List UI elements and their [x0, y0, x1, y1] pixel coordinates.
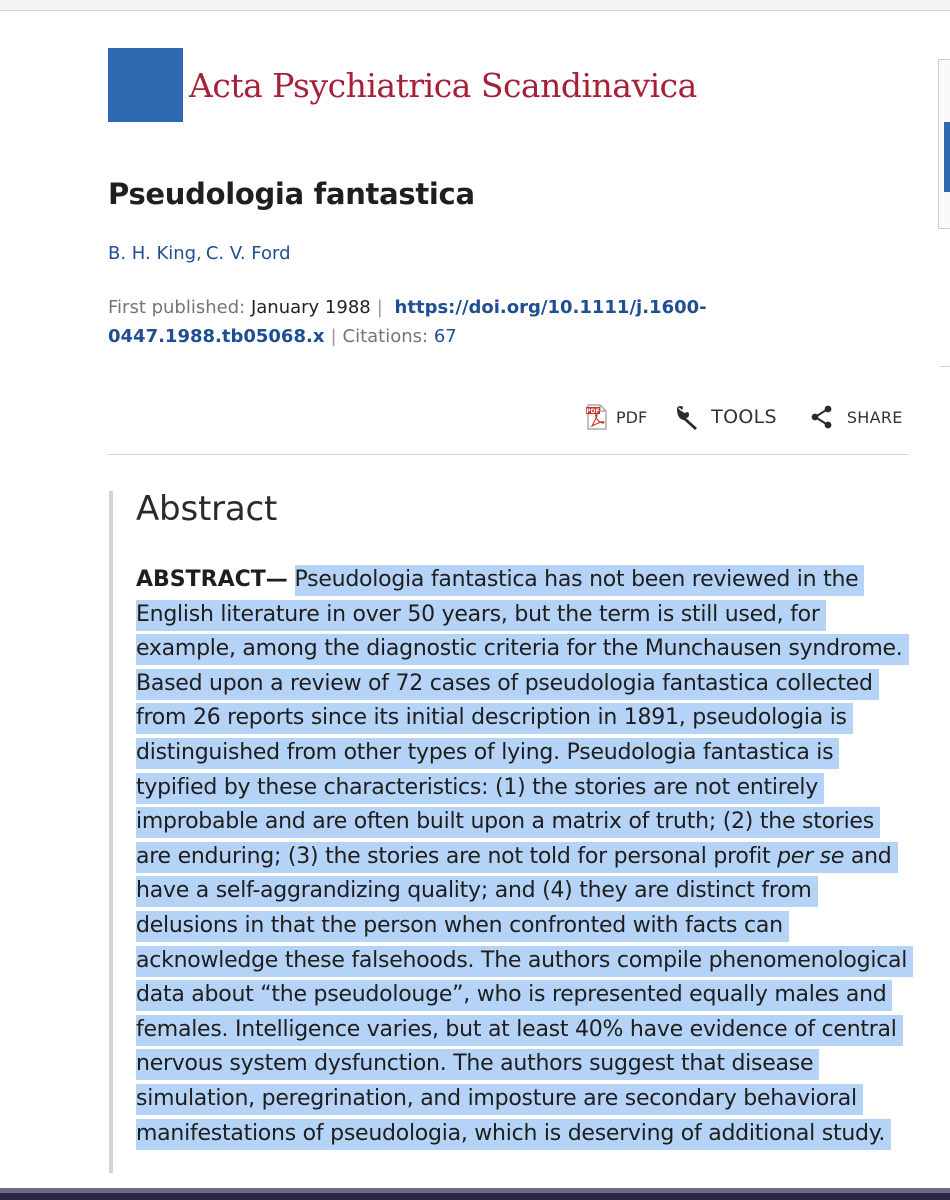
- side-panel-edge[interactable]: [938, 59, 950, 229]
- abstract-line: [136, 1117, 926, 1152]
- abstract-line: [136, 563, 926, 598]
- abstract-line: [136, 598, 926, 633]
- side-panel-accent: [944, 122, 950, 192]
- selected-text: manifestations of pseudologia, which is deserving of additional study.: [136, 1119, 891, 1150]
- abstract-heading: Abstract: [136, 489, 278, 529]
- first-published-date: January 1988: [250, 297, 371, 318]
- abstract-line: [136, 632, 926, 667]
- abstract-line: [136, 978, 926, 1013]
- share-icon: [811, 405, 833, 429]
- abstract-line: [136, 771, 926, 806]
- share-label: SHARE: [846, 407, 903, 427]
- abstract-border: [109, 491, 113, 1173]
- selected-text: acknowledge these falsehoods. The authors compile phenomenological: [136, 946, 913, 977]
- abstract-line: [136, 736, 926, 771]
- abstract-text: [136, 563, 926, 1151]
- journal-logo[interactable]: [108, 48, 697, 122]
- author-separator: ,: [196, 243, 202, 264]
- selected-text: females. Intelligence varies, but at least 40% have evidence of central: [136, 1015, 903, 1046]
- selected-text: Pseudologia fantastica has not been reviewed in the: [295, 565, 865, 596]
- tools-button[interactable]: [673, 403, 777, 431]
- pdf-button[interactable]: [586, 404, 647, 430]
- selected-text-part: are enduring; (3) the stories are not told for personal profit: [136, 843, 778, 869]
- abstract-line: [136, 701, 926, 736]
- article-page: [0, 10, 950, 1189]
- publication-meta: [108, 293, 748, 351]
- article-title: Pseudologia fantastica: [108, 177, 475, 211]
- selected-text: example, among the diagnostic criteria for the Munchausen syndrome.: [136, 634, 909, 665]
- journal-name: Acta Psychiatrica Scandinavica: [189, 65, 697, 105]
- abstract-line: [136, 909, 926, 944]
- selected-text: typified by these characteristics: (1) the stories are not entirely: [136, 773, 824, 804]
- logo-square: [108, 48, 183, 122]
- meta-separator: |: [376, 297, 383, 318]
- pdf-icon-text: PDF: [586, 407, 600, 415]
- abstract-lead: ABSTRACT—: [136, 567, 288, 592]
- dock-shade: [0, 1193, 950, 1200]
- tools-label: TOOLS: [711, 406, 777, 428]
- citations-count[interactable]: 67: [433, 326, 457, 347]
- doi-part-2: 0447.1988.tb05068.x: [108, 326, 325, 347]
- selected-text: distinguished from other types of lying. Pseudologia fantastica is: [136, 738, 839, 769]
- pdf-label: PDF: [616, 407, 648, 427]
- abstract-line: [136, 667, 926, 702]
- italic-phrase: per se: [777, 843, 845, 869]
- wrench-icon: [673, 403, 701, 431]
- pdf-icon: [586, 404, 608, 430]
- article-toolbar: [586, 401, 903, 433]
- share-button[interactable]: [811, 405, 903, 429]
- abstract-line: [136, 1082, 926, 1117]
- section-divider: [108, 454, 908, 455]
- selected-text: English literature in over 50 years, but the term is still used, for: [136, 600, 826, 631]
- author-link[interactable]: B. H. King: [108, 243, 197, 264]
- selected-text: improbable and are often built upon a matrix of truth; (2) the stories: [136, 807, 880, 838]
- selected-text: have a self-aggrandizing quality; and (4) they are distinct from: [136, 876, 818, 907]
- meta-separator: |: [330, 326, 337, 347]
- side-divider: [940, 366, 950, 367]
- citations-label: Citations:: [342, 326, 429, 347]
- first-published-label: First published:: [108, 297, 246, 318]
- abstract-line: [136, 1013, 926, 1048]
- abstract-line: [136, 944, 926, 979]
- selected-text: delusions in that the person when confronted with facts can: [136, 911, 789, 942]
- selected-text: nervous system dysfunction. The authors suggest that disease: [136, 1049, 819, 1080]
- selected-text: Based upon a review of 72 cases of pseudologia fantastica collected: [136, 669, 879, 700]
- doi-part-1: https://doi.org/10.1111/j.1600-: [394, 297, 707, 318]
- os-dock-bar: [0, 1188, 950, 1200]
- author-list: [108, 243, 291, 264]
- abstract-line: [136, 805, 926, 840]
- selected-text: [136, 842, 898, 873]
- abstract-line: [136, 874, 926, 909]
- selected-text: from 26 reports since its initial description in 1891, pseudologia is: [136, 703, 853, 734]
- selected-text: data about “the pseudolouge”, who is represented equally males and: [136, 980, 892, 1011]
- author-link[interactable]: C. V. Ford: [205, 243, 291, 264]
- abstract-line: [136, 840, 926, 875]
- selected-text: simulation, peregrination, and imposture are secondary behavioral: [136, 1084, 863, 1115]
- abstract-line: [136, 1047, 926, 1082]
- selected-text-part: and: [844, 843, 892, 869]
